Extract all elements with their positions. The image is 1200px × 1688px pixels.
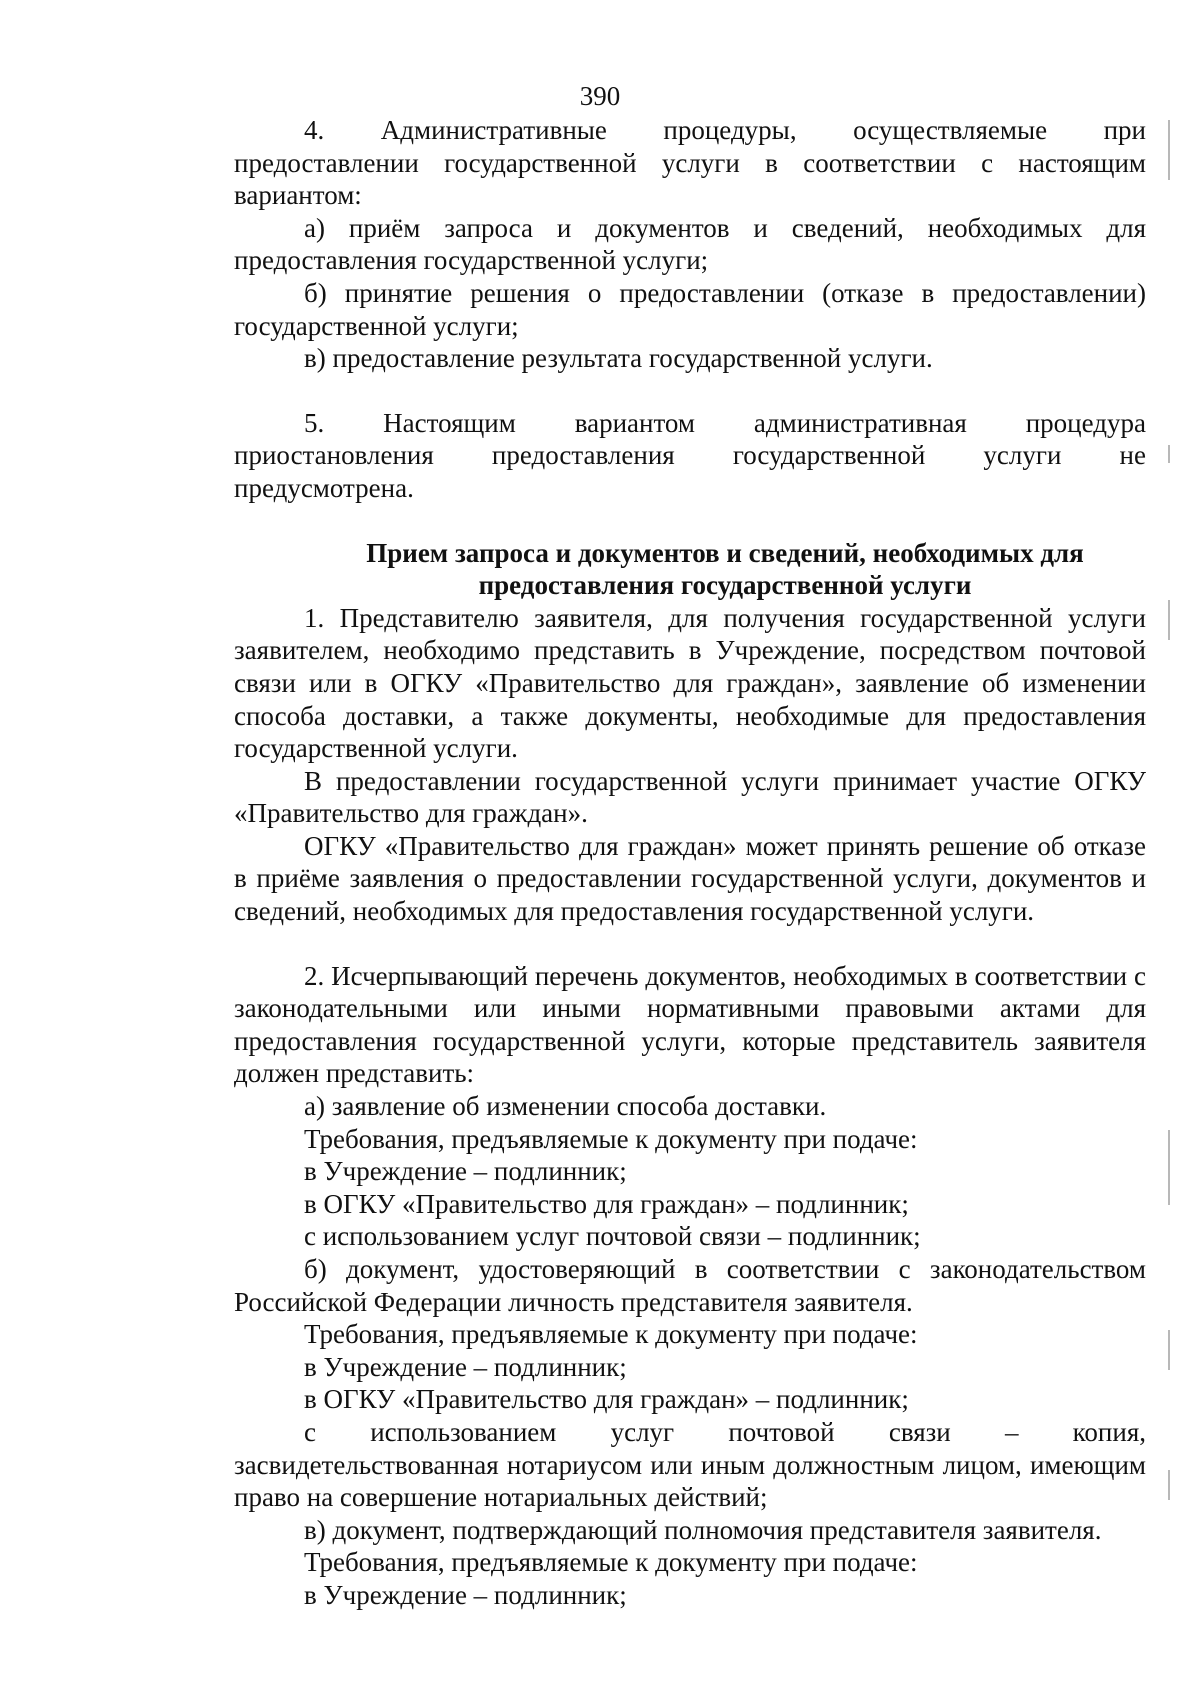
spacer (234, 375, 1146, 407)
scan-artifact (1168, 1470, 1170, 1500)
requirement-1c: с использованием услуг почтовой связи – подлинник; (304, 1221, 921, 1252)
spacer (234, 505, 1146, 537)
requirement-2a: в Учреждение – подлинник; (304, 1351, 627, 1382)
item4-subitem-b: б) принятие решения о предоставлении (отказе в предоставлении) государственной услуги; (234, 277, 1146, 341)
paragraph-1b: В предоставлении государственной услуги принимает участие ОГКУ «Правительство для граждан». (234, 765, 1146, 829)
paragraph-1c: ОГКУ «Правительство для граждан» может принять решение об отказе в приёме заявления о предоставлении государственной услуги, документов и сведений, необходимых для предоставления государственной услуги. (234, 830, 1146, 927)
requirements-heading-2: Требования, предъявляемые к документу при подаче: (304, 1319, 918, 1350)
scan-artifact (1168, 120, 1170, 180)
item4-subitem-a: а) приём запроса и документов и сведений, необходимых для предоставления государственной услуги; (234, 212, 1146, 276)
paragraph-2: 2. Исчерпывающий перечень документов, необходимых в соответствии с законодательными или иными нормативными правовыми актами для предоставления государственной услуги, которые представитель заявителя должен представить: (234, 960, 1146, 1089)
item5-line2: приостановления предоставления государственной услуги не (234, 440, 1146, 471)
requirement-2c-line2: засвидетельствованная нотариусом или иным должностным лицом, имеющим право на совершение нотариальных действий; (234, 1449, 1146, 1513)
requirement-2c-line1: с использованием услуг почтовой связи – копия, (304, 1416, 1146, 1447)
spacer (234, 928, 1146, 960)
section-heading: Прием запроса и документов и сведений, необходимых для предоставления государственной услуги (366, 537, 1084, 601)
requirement-2b: в ОГКУ «Правительство для граждан» – подлинник; (304, 1384, 909, 1415)
page-number: 390 (579, 81, 621, 111)
requirements-heading-1: Требования, предъявляемые к документу при подаче: (304, 1123, 918, 1154)
scan-artifact (1168, 600, 1170, 640)
item5-line1: 5. Настоящим вариантом административная процедура (304, 407, 1146, 438)
paragraph-2b: б) документ, удостоверяющий в соответствии с законодательством Российской Федерации личность представителя заявителя. (234, 1254, 1146, 1317)
item4-intro-line1: 4. Административные процедуры, осуществляемые при (304, 115, 1146, 145)
scan-artifact (1168, 1330, 1170, 1370)
item4-intro-line2: предоставлении государственной услуги в соответствии с настоящим вариантом: (234, 147, 1146, 211)
scan-artifact (1168, 445, 1170, 463)
requirement-1b: в ОГКУ «Правительство для граждан» – подлинник; (304, 1188, 909, 1219)
requirements-heading-3: Требования, предъявляемые к документу при подаче: (304, 1547, 918, 1578)
requirement-3a: в Учреждение – подлинник; (304, 1579, 627, 1610)
document-body (234, 114, 1146, 1612)
paragraph-1: 1. Представителю заявителя, для получения государственной услуги заявителем, необходимо представить в Учреждение, посредством почтовой связи или в ОГКУ «Правительство для граждан», заявление об изменении способа доставки, а также документы, необходимые для предоставления государственной услуги. (234, 602, 1146, 764)
item5-line3: предусмотрена. (234, 472, 414, 503)
item4-subitem-c: в) предоставление результата государственной услуги. (304, 343, 933, 374)
paragraph-2c: в) документ, подтверждающий полномочия представителя заявителя. (304, 1514, 1102, 1545)
paragraph-2a: а) заявление об изменении способа доставки. (304, 1091, 827, 1122)
requirement-1a: в Учреждение – подлинник; (304, 1156, 627, 1187)
scan-artifact (1168, 1130, 1170, 1205)
